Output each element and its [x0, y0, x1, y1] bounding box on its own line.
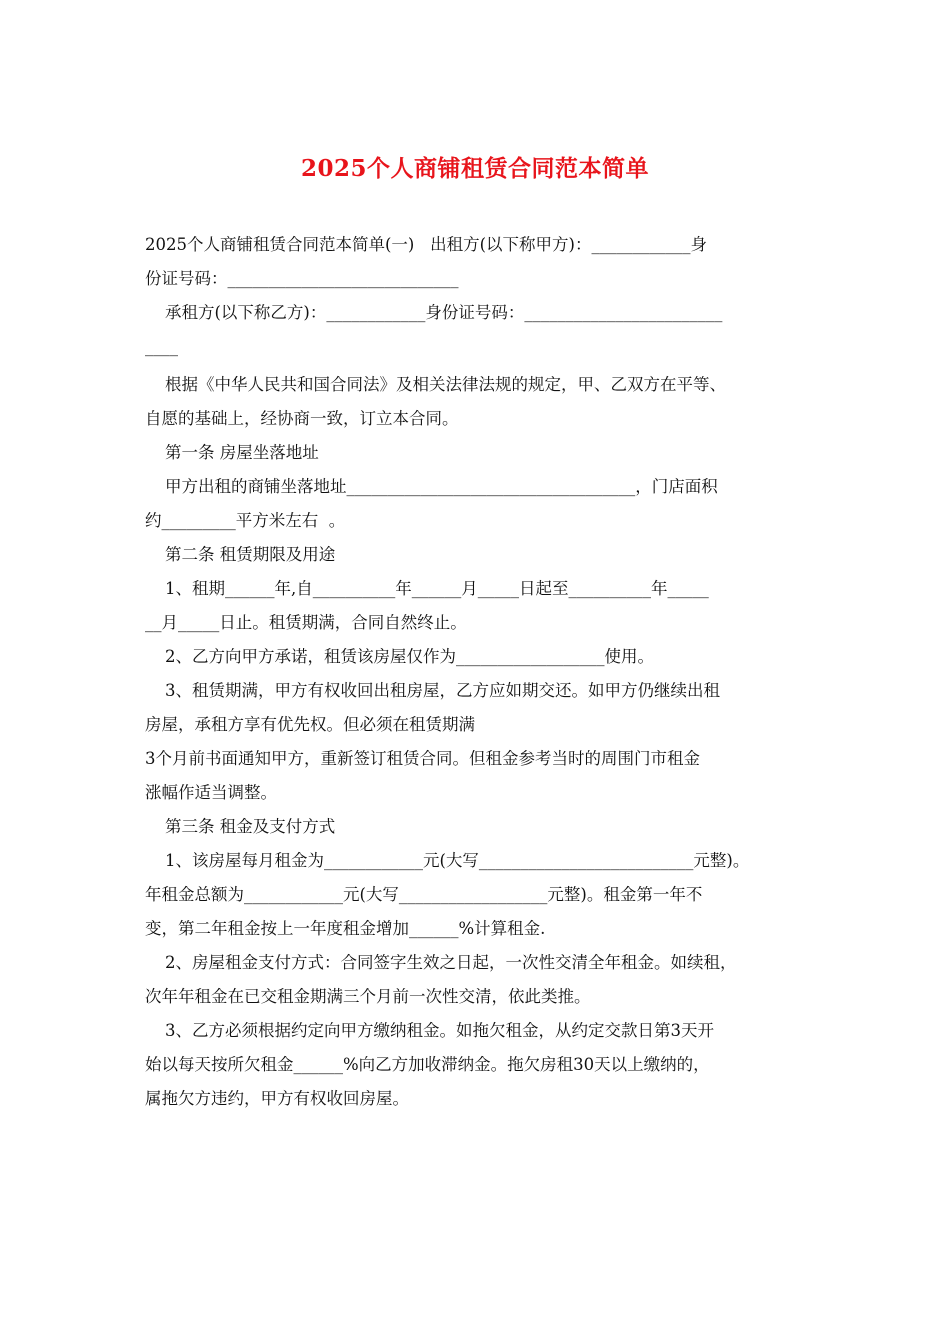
text-line: 房屋，承租方享有优先权。但必须在租赁期满: [145, 715, 475, 734]
text-line: 1、租期______年,自__________年______月_____日起至__________年_____: [165, 579, 709, 598]
section-heading: 第三条 租金及支付方式: [165, 817, 336, 836]
text-line: 承租方(以下称乙方)：____________身份证号码：________________________: [165, 303, 723, 322]
text-line: 次年年租金在已交租金期满三个月前一次性交清，依此类推。: [145, 987, 591, 1006]
text-line: 3、租赁期满，甲方有权收回出租房屋，乙方应如期交还。如甲方仍继续出租: [165, 681, 720, 700]
text-line: 份证号码：____________________________: [145, 269, 459, 288]
text-line: 根据《中华人民共和国合同法》及相关法律法规的规定，甲、乙双方在平等、: [165, 375, 726, 394]
text-line: __月_____日止。租赁期满，合同自然终止。: [145, 613, 467, 632]
text-line: 甲方出租的商铺坐落地址___________________________________，门店面积: [165, 477, 718, 496]
section-heading: 第一条 房屋坐落地址: [165, 443, 319, 462]
text-line: 2、房屋租金支付方式：合同签字生效之日起，一次性交清全年租金。如续租，: [165, 953, 737, 972]
text-line: 自愿的基础上，经协商一致，订立本合同。: [145, 409, 459, 428]
text-line: 3、乙方必须根据约定向甲方缴纳租金。如拖欠租金，从约定交款日第3天开: [165, 1021, 714, 1040]
text-line: 年租金总额为____________元(大写__________________元整)。租金第一年不: [145, 885, 703, 904]
text-line: 2、乙方向甲方承诺，租赁该房屋仅作为__________________使用。: [165, 647, 654, 666]
text-line: 3个月前书面通知甲方，重新签订租赁合同。但租金参考当时的周围门市租金: [145, 749, 700, 768]
text-line: 属拖欠方违约，甲方有权收回房屋。: [145, 1089, 409, 1108]
text-line: 始以每天按所欠租金______%向乙方加收滞纳金。拖欠房租30天以上缴纳的，: [145, 1055, 710, 1074]
text-line: 变，第二年租金按上一年度租金增加______%计算租金.: [145, 919, 546, 938]
text-line: 1、该房屋每月租金为____________元(大写__________________________元整)。: [165, 851, 750, 870]
text-line: 涨幅作适当调整。: [145, 783, 277, 802]
text-line: 2025个人商铺租赁合同范本简单(一) 出租方(以下称甲方)：____________身: [145, 235, 707, 254]
section-heading: 第二条 租赁期限及用途: [165, 545, 336, 564]
document-body: [145, 228, 810, 1116]
text-line: 约_________平方米左右 。: [145, 511, 346, 530]
text-line: ____: [145, 337, 178, 356]
document-title: 2025个人商铺租赁合同范本简单: [300, 155, 649, 182]
